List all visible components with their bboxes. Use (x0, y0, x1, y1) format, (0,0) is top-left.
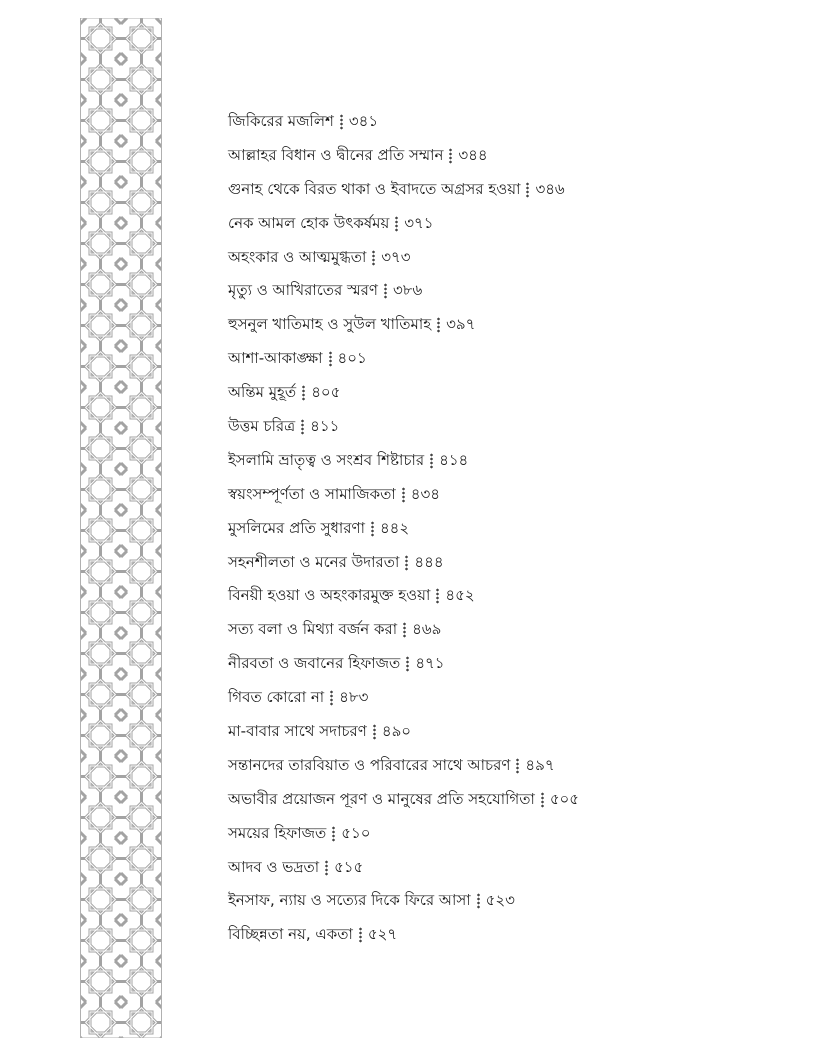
dotted-separator-icon (477, 893, 480, 909)
toc-entry-title: ইসলামি ভ্রাতৃত্ব ও সংশ্রব শিষ্টাচার (228, 450, 425, 469)
toc-entry-page-number: ৩৪১ (348, 111, 379, 130)
dotted-separator-icon (437, 317, 440, 333)
toc-entry (228, 714, 788, 748)
toc-entry-page-number: ৫১৫ (334, 857, 364, 876)
dotted-separator-icon (430, 453, 433, 469)
toc-entry (228, 375, 788, 409)
toc-entry-title: সত্য বলা ও মিথ্যা বর্জন করা (228, 620, 398, 639)
toc-entry-page-number: ৪৩৪ (410, 484, 440, 503)
dotted-separator-icon (403, 622, 406, 638)
toc-entry-page-number: ৪৫২ (445, 586, 475, 605)
toc-entry (228, 409, 788, 443)
toc-entry (228, 341, 788, 375)
toc-entry (228, 240, 788, 274)
toc-entry (228, 443, 788, 477)
toc-entry-page-number: ৩৯৭ (446, 315, 476, 334)
dotted-separator-icon (526, 182, 529, 198)
dotted-separator-icon (384, 283, 387, 299)
toc-entry-page-number: ৫২৭ (367, 925, 398, 944)
toc-entry (228, 273, 788, 307)
toc-entry-page-number: ৫২৩ (485, 891, 515, 910)
toc-entry (228, 612, 788, 646)
toc-entry-page-number: ৪৭১ (415, 654, 445, 673)
toc-entry-title: নীরবতা ও জবানের হিফাজত (228, 654, 401, 673)
dotted-separator-icon (359, 927, 362, 943)
toc-entry-title: সময়ের হিফাজত (228, 823, 327, 842)
dotted-separator-icon (329, 351, 332, 367)
decorative-border (80, 18, 162, 1038)
toc-entry-title: আল্লাহর বিধান ও দ্বীনের প্রতি সম্মান (228, 145, 444, 164)
toc-entry-page-number: ৪৮৩ (339, 688, 369, 707)
toc-entry-page-number: ৩৪৪ (458, 145, 488, 164)
toc-entry-page-number: ৫০৫ (549, 789, 580, 808)
toc-entry (228, 511, 788, 545)
toc-entry-title: গুনাহ থেকে বিরত থাকা ও ইবাদতে অগ্রসর হওয়া (228, 179, 521, 198)
toc-entry-page-number: ৪১১ (310, 416, 340, 435)
toc-entry-title: সন্তানদের তারবিয়াত ও পরিবারের সাথে আচরণ (228, 755, 511, 774)
toc-entry (228, 104, 788, 138)
toc-entry (228, 850, 788, 884)
toc-entry-title: মা-বাবার সাথে সদাচরণ (228, 721, 367, 740)
toc-entry-page-number: ৫১০ (341, 823, 371, 842)
dotted-separator-icon (372, 250, 375, 266)
toc-entry-page-number: ৪৯০ (381, 721, 412, 740)
toc-entry-title: আদব ও ভদ্রতা (228, 857, 320, 876)
toc-entry (228, 138, 788, 172)
dotted-separator-icon (449, 148, 452, 164)
toc-entry (228, 748, 788, 782)
toc-entry-title: মৃত্যু ও আখিরাতের স্মরণ (228, 281, 378, 300)
toc-entry (228, 646, 788, 680)
dotted-separator-icon (541, 792, 544, 808)
toc-entry (228, 917, 788, 951)
toc-entry-title: সহনশীলতা ও মনের উদারতা (228, 552, 400, 571)
toc-entry-title: অন্তিম মুহূর্ত (228, 383, 297, 402)
toc-entry-page-number: ৪১৪ (439, 450, 469, 469)
toc-entry-page-number: ৪৬৯ (412, 620, 442, 639)
toc-entry (228, 680, 788, 714)
toc-entry (228, 782, 788, 816)
dotted-separator-icon (402, 487, 405, 503)
toc-entry-page-number: ৪৪২ (379, 518, 410, 537)
toc-entry-title: অভাবীর প্রয়োজন পূরণ ও মানুষের প্রতি সহযোগিতা (228, 789, 535, 808)
dotted-separator-icon (395, 216, 398, 232)
dotted-separator-icon (325, 860, 328, 876)
dotted-separator-icon (301, 419, 304, 435)
toc-entry-title: উত্তম চরিত্র (228, 416, 296, 435)
toc-entry-title: গিবত কোরো না (228, 688, 325, 707)
toc-entry-title: নেক আমল হোক উৎকর্ষময় (228, 213, 390, 232)
toc-entry-title: বিচ্ছিন্নতা নয়, একতা (228, 925, 353, 944)
toc-entry-title: বিনয়ী হওয়া ও অহংকারমুক্ত হওয়া (228, 586, 431, 605)
toc-entry (228, 477, 788, 511)
geometric-pattern-icon (80, 18, 162, 1038)
dotted-separator-icon (516, 758, 519, 774)
dotted-separator-icon (330, 690, 333, 706)
toc-entry (228, 578, 788, 612)
dotted-separator-icon (405, 555, 408, 571)
toc-entry-title: ইনসাফ, ন্যায় ও সত্যের দিকে ফিরে আসা (228, 891, 471, 910)
toc-entry-title: আশা-আকাঙ্ক্ষা (228, 349, 323, 368)
toc-entry (228, 307, 788, 341)
toc-entry-page-number: ৪০৫ (311, 383, 341, 402)
toc-entry (228, 172, 788, 206)
dotted-separator-icon (332, 826, 335, 842)
toc-entry-page-number: ৪৯৭ (525, 755, 555, 774)
toc-entry-title: অহংকার ও আত্মমুগ্ধতা (228, 247, 367, 266)
toc-entry-title: হুসনুল খাতিমাহ ও সুউল খাতিমাহ (228, 315, 432, 334)
toc-entry-title: জিকিরের মজলিশ (228, 111, 334, 130)
dotted-separator-icon (371, 521, 374, 537)
toc-entry-page-number: ৩৪৬ (535, 179, 565, 198)
dotted-separator-icon (373, 724, 376, 740)
toc-entry-page-number: ৪০১ (337, 349, 367, 368)
toc-entry-page-number: ৪৪৪ (414, 552, 444, 571)
toc-entry-page-number: ৩৮৬ (392, 281, 423, 300)
toc-entry-page-number: ৩৭১ (404, 213, 434, 232)
toc-entry-page-number: ৩৭৩ (381, 247, 411, 266)
toc-entry (228, 545, 788, 579)
toc-entry (228, 883, 788, 917)
table-of-contents (228, 104, 788, 951)
dotted-separator-icon (302, 385, 305, 401)
dotted-separator-icon (406, 656, 409, 672)
toc-entry (228, 816, 788, 850)
dotted-separator-icon (340, 114, 343, 130)
toc-entry-title: স্বয়ংসম্পূর্ণতা ও সামাজিকতা (228, 484, 396, 503)
dotted-separator-icon (436, 588, 439, 604)
toc-entry-title: মুসলিমের প্রতি সুধারণা (228, 518, 365, 537)
toc-entry (228, 206, 788, 240)
